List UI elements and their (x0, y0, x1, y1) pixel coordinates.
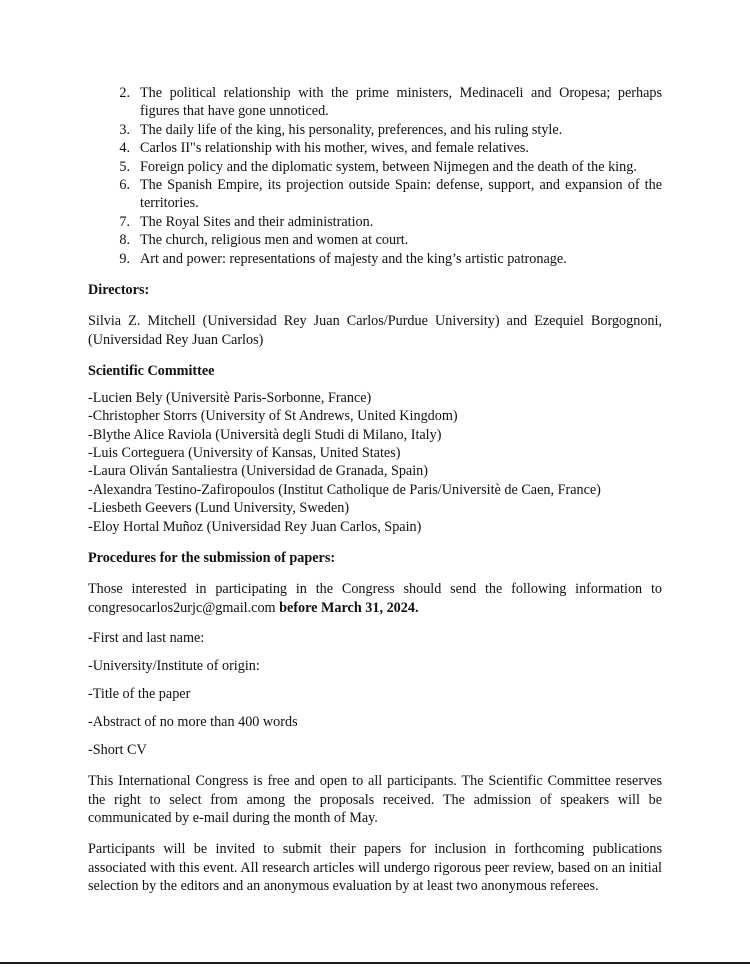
directors-heading: Directors: (88, 282, 150, 299)
list-number: 3. (119, 121, 130, 138)
list-number: 6. (119, 177, 130, 194)
free-participation-text: This International Congress is free and open to all participants. The Scientific Committee reserves the right to select from among the proposals received. The admission of speakers will be communicated by e-mail during the month of May. (88, 773, 662, 826)
list-item (88, 121, 662, 139)
document-page (88, 84, 662, 896)
field-dash: - (88, 630, 93, 647)
list-number: 4. (119, 140, 130, 157)
list-text: The Spanish Empire, its projection outside Spain: defense, support, and expansion of the territories. (140, 177, 662, 212)
list-number: 8. (119, 232, 130, 249)
list-text: The church, religious men and women at court. (140, 232, 409, 249)
committee-member: -Laura Oliván Santaliestra (Universidad de Granada, Spain) (88, 463, 428, 480)
committee-member: -Blythe Alice Raviola (Università degli Studi di Milano, Italy) (88, 426, 442, 443)
procedures-heading: Procedures for the submission of papers: (88, 549, 336, 566)
list-item (88, 231, 662, 249)
field-cv: -Short CV (88, 741, 147, 758)
list-item (88, 158, 662, 176)
list-text: Art and power: representations of majesty and the king’s artistic patronage. (140, 250, 567, 267)
field-university: -University/Institute of origin: (88, 658, 260, 675)
deadline-text: before March 31, 2024. (279, 599, 419, 616)
committee-member: -Liesbeth Geevers (Lund University, Sweden) (88, 500, 350, 517)
list-number: 9. (119, 250, 130, 267)
field-name (88, 629, 662, 647)
committee-member: -Eloy Hortal Muñoz (Universidad Rey Juan Carlos, Spain) (88, 518, 422, 535)
list-number: 7. (119, 213, 130, 230)
list-text: The daily life of the king, his personality, preferences, and his ruling style. (140, 121, 563, 138)
topics-list (88, 84, 662, 268)
list-number: 2. (119, 85, 130, 101)
procedures-intro-text: Those interested in participating in the Congress should send the following information to congresocarlos2urjc@gmail.com (88, 581, 662, 616)
list-item (88, 139, 662, 157)
list-text: Carlos II"s relationship with his mother, wives, and female relatives. (140, 140, 529, 157)
bottom-divider (0, 962, 750, 964)
list-text: The Royal Sites and their administration. (140, 213, 374, 230)
list-text: Foreign policy and the diplomatic system, between Nijmegen and the death of the king. (140, 158, 637, 175)
directors-text: Silvia Z. Mitchell (Universidad Rey Juan Carlos/Purdue University) and Ezequiel Borgognoni, (Universidad Rey Juan Carlos) (88, 313, 662, 348)
list-item (88, 84, 662, 121)
publication-text: Participants will be invited to submit their papers for inclusion in forthcoming publications associated with this event. All research articles will undergo rigorous peer review, based on an initial selection by the editors and an anonymous evaluation by at least two anonymous referees. (88, 841, 662, 895)
list-text: The political relationship with the prime ministers, Medinaceli and Oropesa; perhaps figures that have gone unnoticed. (140, 85, 662, 120)
procedures-intro (88, 580, 662, 617)
committee-member: -Christopher Storrs (University of St Andrews, United Kingdom) (88, 408, 458, 425)
list-item (88, 176, 662, 213)
list-number: 5. (119, 158, 130, 175)
field-abstract: -Abstract of no more than 400 words (88, 713, 298, 730)
field-name-label: First and last name: (92, 630, 205, 647)
committee-heading: Scientific Committee (88, 363, 215, 380)
committee-list (88, 389, 662, 536)
field-title: -Title of the paper (88, 685, 191, 702)
committee-member: -Lucien Bely (Universitè Paris-Sorbonne, France) (88, 389, 372, 406)
committee-member: -Alexandra Testino-Zafiropoulos (Institut Catholique de Paris/Universitè de Caen, France) (88, 481, 601, 498)
list-item (88, 213, 662, 231)
committee-member: -Luis Corteguera (University of Kansas, United States) (88, 444, 401, 461)
list-item (88, 250, 662, 268)
